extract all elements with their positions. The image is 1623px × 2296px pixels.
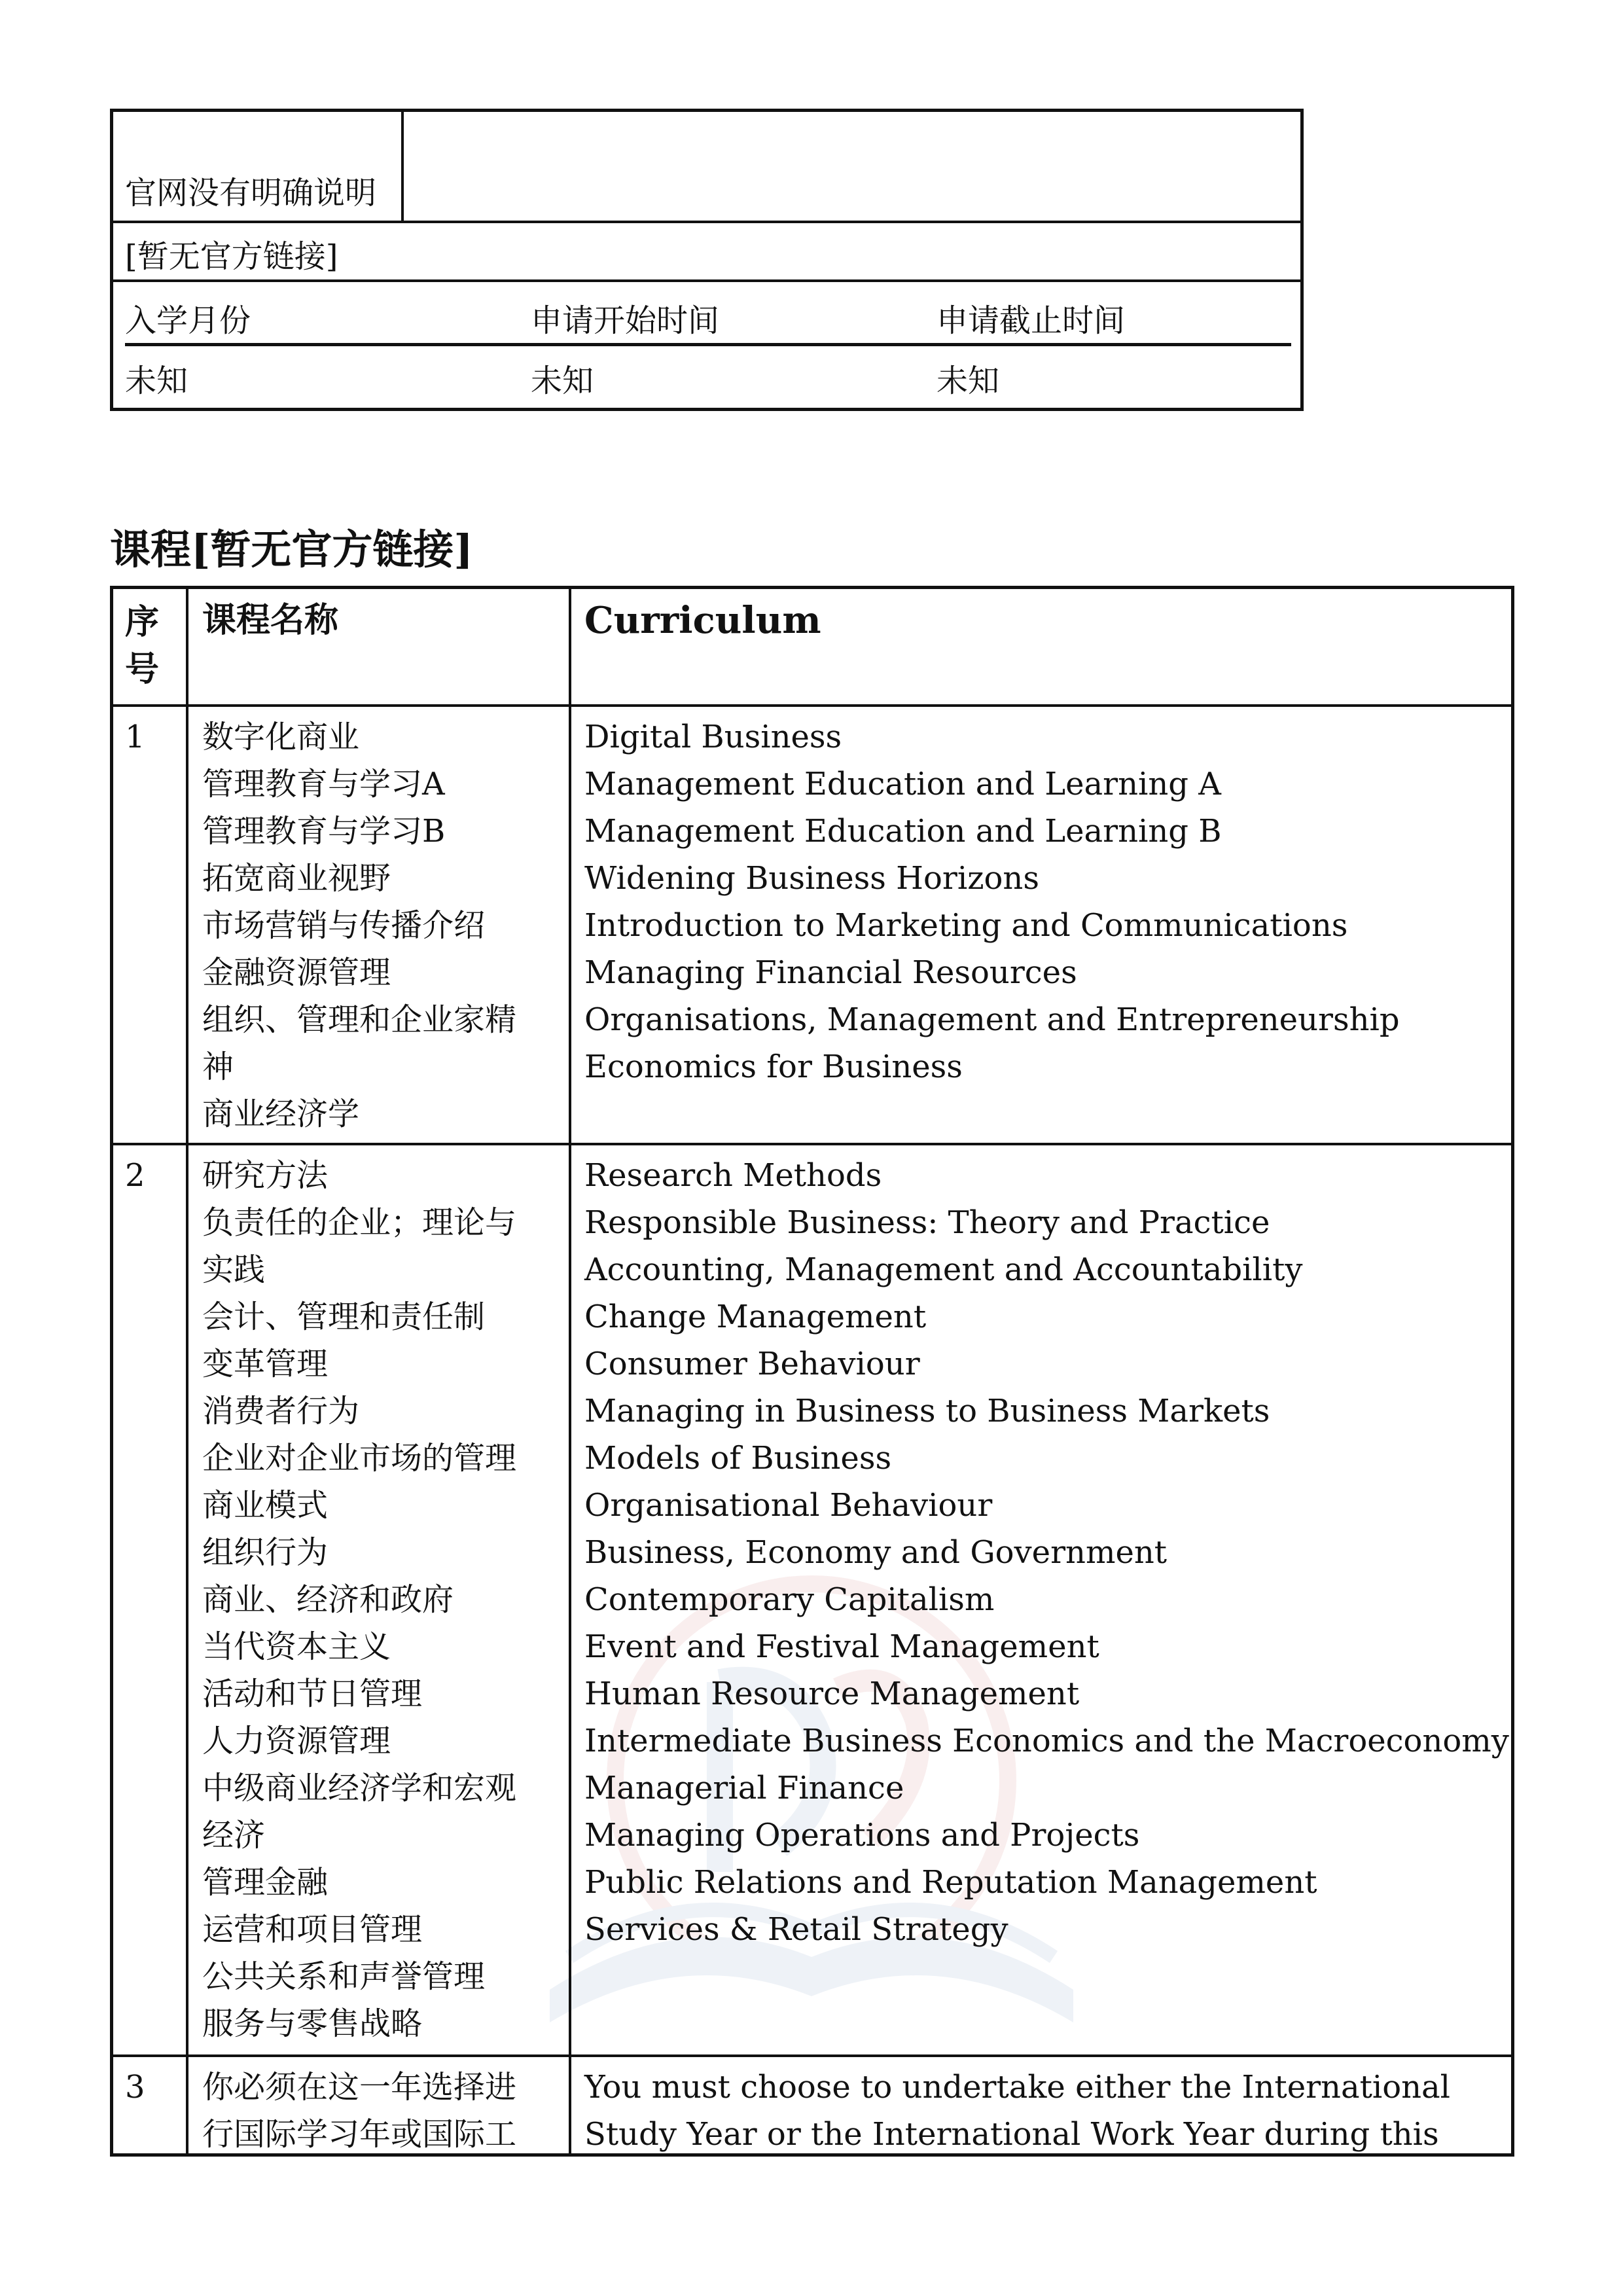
list-item: 管理金融: [202, 1864, 329, 1901]
list-item: 管理教育与学习B: [202, 813, 446, 850]
header-number: [125, 597, 159, 691]
list-item: 人力资源管理: [202, 1723, 391, 1759]
intake-dates-row: [113, 282, 1300, 411]
list-item: 商业经济学: [202, 1096, 360, 1132]
list-item: Consumer Behaviour: [584, 1346, 920, 1382]
application-start-header: 申请开始时间: [531, 302, 720, 339]
intake-month-value: 未知: [125, 363, 188, 399]
application-start-value: 未知: [531, 363, 594, 399]
list-item: 服务与零售战略: [202, 2005, 423, 2042]
list-item: 中级商业经济学和宏观: [202, 1770, 517, 1806]
row-1-number: 1: [125, 719, 145, 755]
list-item: Research Methods: [584, 1157, 882, 1194]
list-item: Managing Operations and Projects: [584, 1817, 1140, 1854]
info-note-text: 官网没有明确说明: [125, 175, 377, 211]
list-item: 研究方法: [202, 1157, 329, 1194]
application-deadline-value: 未知: [936, 363, 1000, 399]
list-item: 金融资源管理: [202, 954, 391, 991]
list-item: 活动和节日管理: [202, 1676, 423, 1712]
list-item: 企业对企业市场的管理: [202, 1440, 517, 1477]
list-item: Widening Business Horizons: [584, 860, 1039, 897]
list-item: Public Relations and Reputation Management: [584, 1864, 1317, 1901]
row-3-text-en: [584, 2064, 1450, 2157]
row-divider: [113, 704, 1511, 707]
list-item: 公共关系和声誉管理: [202, 1958, 486, 1995]
row-3-text-cn: [202, 2064, 516, 2157]
list-item: Intermediate Business Economics and the Macroeconomy: [584, 1723, 1509, 1759]
list-item: 组织、管理和企业家精: [202, 1001, 517, 1038]
list-item: Introduction to Marketing and Communications: [584, 907, 1348, 944]
list-item: Management Education and Learning B: [584, 813, 1222, 850]
list-item: 市场营销与传播介绍: [202, 907, 486, 944]
list-item: 经济: [202, 1817, 266, 1854]
list-item: Managing Financial Resources: [584, 954, 1077, 991]
info-note-cell: [113, 112, 404, 221]
list-item: Responsible Business: Theory and Practice: [584, 1204, 1270, 1241]
list-item: 运营和项目管理: [202, 1911, 423, 1948]
row-1-course-list-cn: [202, 713, 516, 1138]
list-item: Human Resource Management: [584, 1676, 1080, 1712]
list-item: 实践: [202, 1251, 266, 1288]
list-item: 你必须在这一年选择进: [202, 2069, 517, 2106]
course-table: [110, 586, 1514, 2157]
row-divider: [113, 1143, 1511, 1145]
row-1-course-list-en: [584, 713, 1400, 1090]
list-item: 负责任的企业；理论与: [202, 1204, 517, 1241]
list-item: Business, Economy and Government: [584, 1534, 1168, 1571]
list-item: 数字化商业: [202, 719, 360, 755]
list-item: Event and Festival Management: [584, 1628, 1099, 1665]
list-item: Services & Retail Strategy: [584, 1911, 1008, 1948]
list-item: 神: [202, 1049, 234, 1085]
list-item: Contemporary Capitalism: [584, 1581, 995, 1618]
list-item: 组织行为: [202, 1534, 329, 1571]
list-item: Managerial Finance: [584, 1770, 904, 1806]
header-divider: [125, 343, 1291, 346]
list-item: 行国际学习年或国际工: [202, 2116, 517, 2153]
row-2-number: 2: [125, 1157, 145, 1194]
header-number-line2: 号: [125, 649, 160, 689]
header-curriculum-en: Curriculum: [584, 599, 821, 642]
list-item: Study Year or the International Work Year during this: [584, 2116, 1439, 2153]
list-item: 消费者行为: [202, 1393, 360, 1429]
courses-section-title: 课程[暂无官方链接]: [110, 526, 473, 573]
list-item: Accounting, Management and Accountability: [584, 1251, 1303, 1288]
list-item: 当代资本主义: [202, 1628, 391, 1665]
list-item: Organisational Behaviour: [584, 1487, 993, 1524]
row-2-course-list-cn: [202, 1152, 516, 2047]
list-item: 拓宽商业视野: [202, 860, 391, 897]
application-deadline-header: 申请截止时间: [936, 302, 1126, 339]
column-divider: [186, 589, 188, 2153]
list-item: 管理教育与学习A: [202, 766, 445, 802]
list-item: Models of Business: [584, 1440, 892, 1477]
header-course-name-cn: 课程名称: [202, 600, 339, 640]
row-3-number: 3: [125, 2069, 145, 2106]
list-item: You must choose to undertake either the International: [584, 2069, 1450, 2106]
info-note-row: [113, 112, 1300, 223]
info-link-row: [113, 223, 1300, 282]
header-number-line1: 序: [125, 602, 160, 642]
list-item: Managing in Business to Business Markets: [584, 1393, 1270, 1429]
list-item: Economics for Business: [584, 1049, 963, 1085]
list-item: 商业模式: [202, 1487, 329, 1524]
column-divider: [569, 589, 571, 2153]
admission-info-box: [110, 109, 1304, 411]
list-item: 变革管理: [202, 1346, 329, 1382]
official-link-text: [暂无官方链接]: [125, 238, 338, 275]
row-2-course-list-en: [584, 1152, 1509, 1953]
list-item: Change Management: [584, 1299, 927, 1335]
intake-month-header: 入学月份: [125, 302, 251, 339]
list-item: 会计、管理和责任制: [202, 1299, 486, 1335]
list-item: Digital Business: [584, 719, 842, 755]
list-item: 商业、经济和政府: [202, 1581, 454, 1618]
list-item: Management Education and Learning A: [584, 766, 1221, 802]
row-divider: [113, 2054, 1511, 2057]
list-item: Organisations, Management and Entrepreneurship: [584, 1001, 1400, 1038]
